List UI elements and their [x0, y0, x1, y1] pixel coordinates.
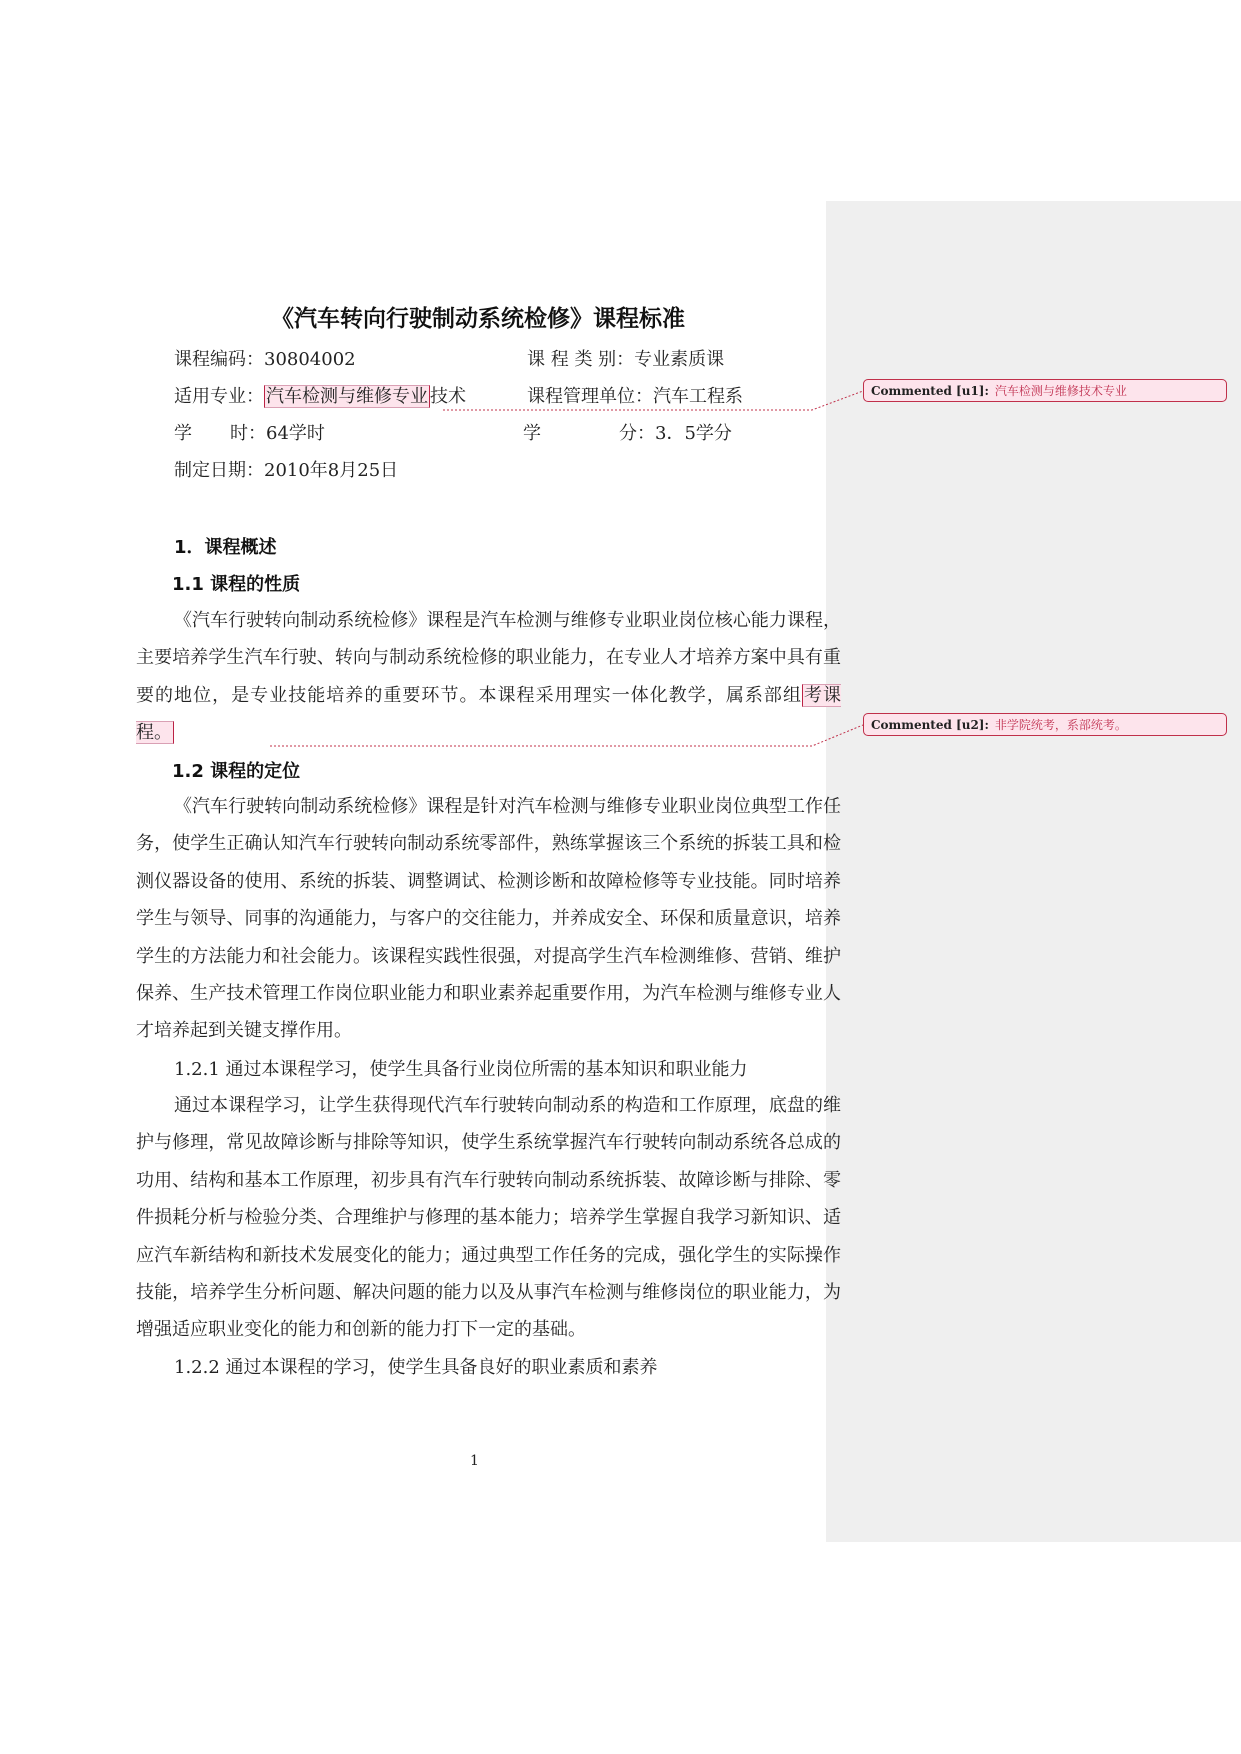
credit-label-a: 学 — [523, 423, 541, 444]
course-category-value: 专业素质课 — [634, 349, 725, 370]
date-row — [174, 458, 398, 484]
credit-row — [523, 421, 732, 447]
commented-text-u1[interactable]: 汽车检测与维修专业 — [266, 386, 428, 407]
hours-value: 64学时 — [266, 423, 325, 444]
section-heading-1: 1．课程概述 — [174, 537, 277, 558]
department-row — [527, 384, 743, 410]
credit-label-b: 分： — [619, 423, 655, 444]
department-label: 课程管理单位： — [527, 386, 653, 407]
major-label: 适用专业： — [174, 386, 264, 407]
department-value: 汽车工程系 — [653, 386, 743, 407]
subheading-1-2-2: 1.2.2 通过本课程的学习，使学生具备良好的职业素质和素养 — [174, 1357, 658, 1378]
course-code-row — [174, 347, 356, 373]
comment-balloon-u2[interactable] — [863, 713, 1227, 736]
date-label: 制定日期： — [174, 460, 264, 481]
section-heading-1-1: 1.1 课程的性质 — [172, 574, 301, 595]
comment-text-u1: 汽车检测与维修技术专业 — [994, 384, 1127, 398]
course-category-row — [527, 347, 724, 373]
paragraph-course-nature — [136, 602, 841, 752]
major-row — [174, 384, 466, 410]
comment-tag-u1: Commented [u1]: — [871, 384, 989, 398]
date-value: 2010年8月25日 — [264, 460, 399, 481]
course-code-value: 30804002 — [264, 349, 356, 370]
paragraph-course-positioning: 《汽车行驶转向制动系统检修》课程是针对汽车检测与维修专业职业岗位典型工作任务，使学生正确认知汽车行驶转向制动系统零部件，熟练掌握该三个系统的拆装工具和检测仪器设备的使用、系统的拆装、调整调试、检测诊断和故障检修等专业技能。同时培养学生与领导、同事的沟通能力，与客户的交往能力，并养成安全、环保和质量意识，培养学生的方法能力和社会能力。该课程实践性很强，对提高学生汽车检测维修、营销、维护保养、生产技术管理工作岗位职业能力和职业素养起重要作用，为汽车检测与维修专业人才培养起到关键支撑作用。 — [136, 796, 841, 1042]
comment-tag-u2: Commented [u2]: — [871, 718, 989, 732]
course-category-label: 课 程 类 别： — [527, 349, 635, 370]
comment-balloon-u1[interactable] — [863, 379, 1227, 402]
credit-value: 3．5学分 — [655, 423, 732, 444]
section-heading-1-2: 1.2 课程的定位 — [172, 761, 301, 782]
hours-label-b: 时： — [230, 423, 266, 444]
hours-row — [174, 421, 325, 447]
paragraph-course-nature-text: 《汽车行驶转向制动系统检修》课程是汽车检测与维修专业职业岗位核心能力课程，主要培养学生汽车行驶、转向与制动系统检修的职业能力，在专业人才培养方案中具有重要的地位，是专业技能培养的重要环节。本课程采用理实一体化教学，属系部组 — [136, 610, 841, 706]
commented-text-u2[interactable]: 考课程。 — [136, 684, 841, 744]
course-code-label: 课程编码： — [174, 349, 264, 370]
comment-text-u2: 非学院统考，系部统考。 — [994, 718, 1127, 732]
paragraph-knowledge-ability: 通过本课程学习，让学生获得现代汽车行驶转向制动系的构造和工作原理，底盘的维护与修理，常见故障诊断与排除等知识，使学生系统掌握汽车行驶转向制动系统各总成的功用、结构和基本工作原理，初步具有汽车行驶转向制动系统拆装、故障诊断与排除、零件损耗分析与检验分类、合理维护与修理的基本能力；培养学生掌握自我学习新知识、适应汽车新结构和新技术发展变化的能力；通过典型工作任务的完成，强化学生的实际操作技能，培养学生分析问题、解决问题的能力以及从事汽车检测与维修岗位的职业能力，为增强适应职业变化的能力和创新的能力打下一定的基础。 — [136, 1095, 841, 1341]
page-number: 1 — [470, 1453, 479, 1469]
subheading-1-2-1: 1.2.1 通过本课程学习，使学生具备行业岗位所需的基本知识和职业能力 — [174, 1059, 748, 1080]
document-title: 《汽车转向行驶制动系统检修》课程标准 — [271, 306, 685, 332]
hours-label-a: 学 — [174, 423, 192, 444]
major-value-tail: 技术 — [430, 386, 466, 407]
